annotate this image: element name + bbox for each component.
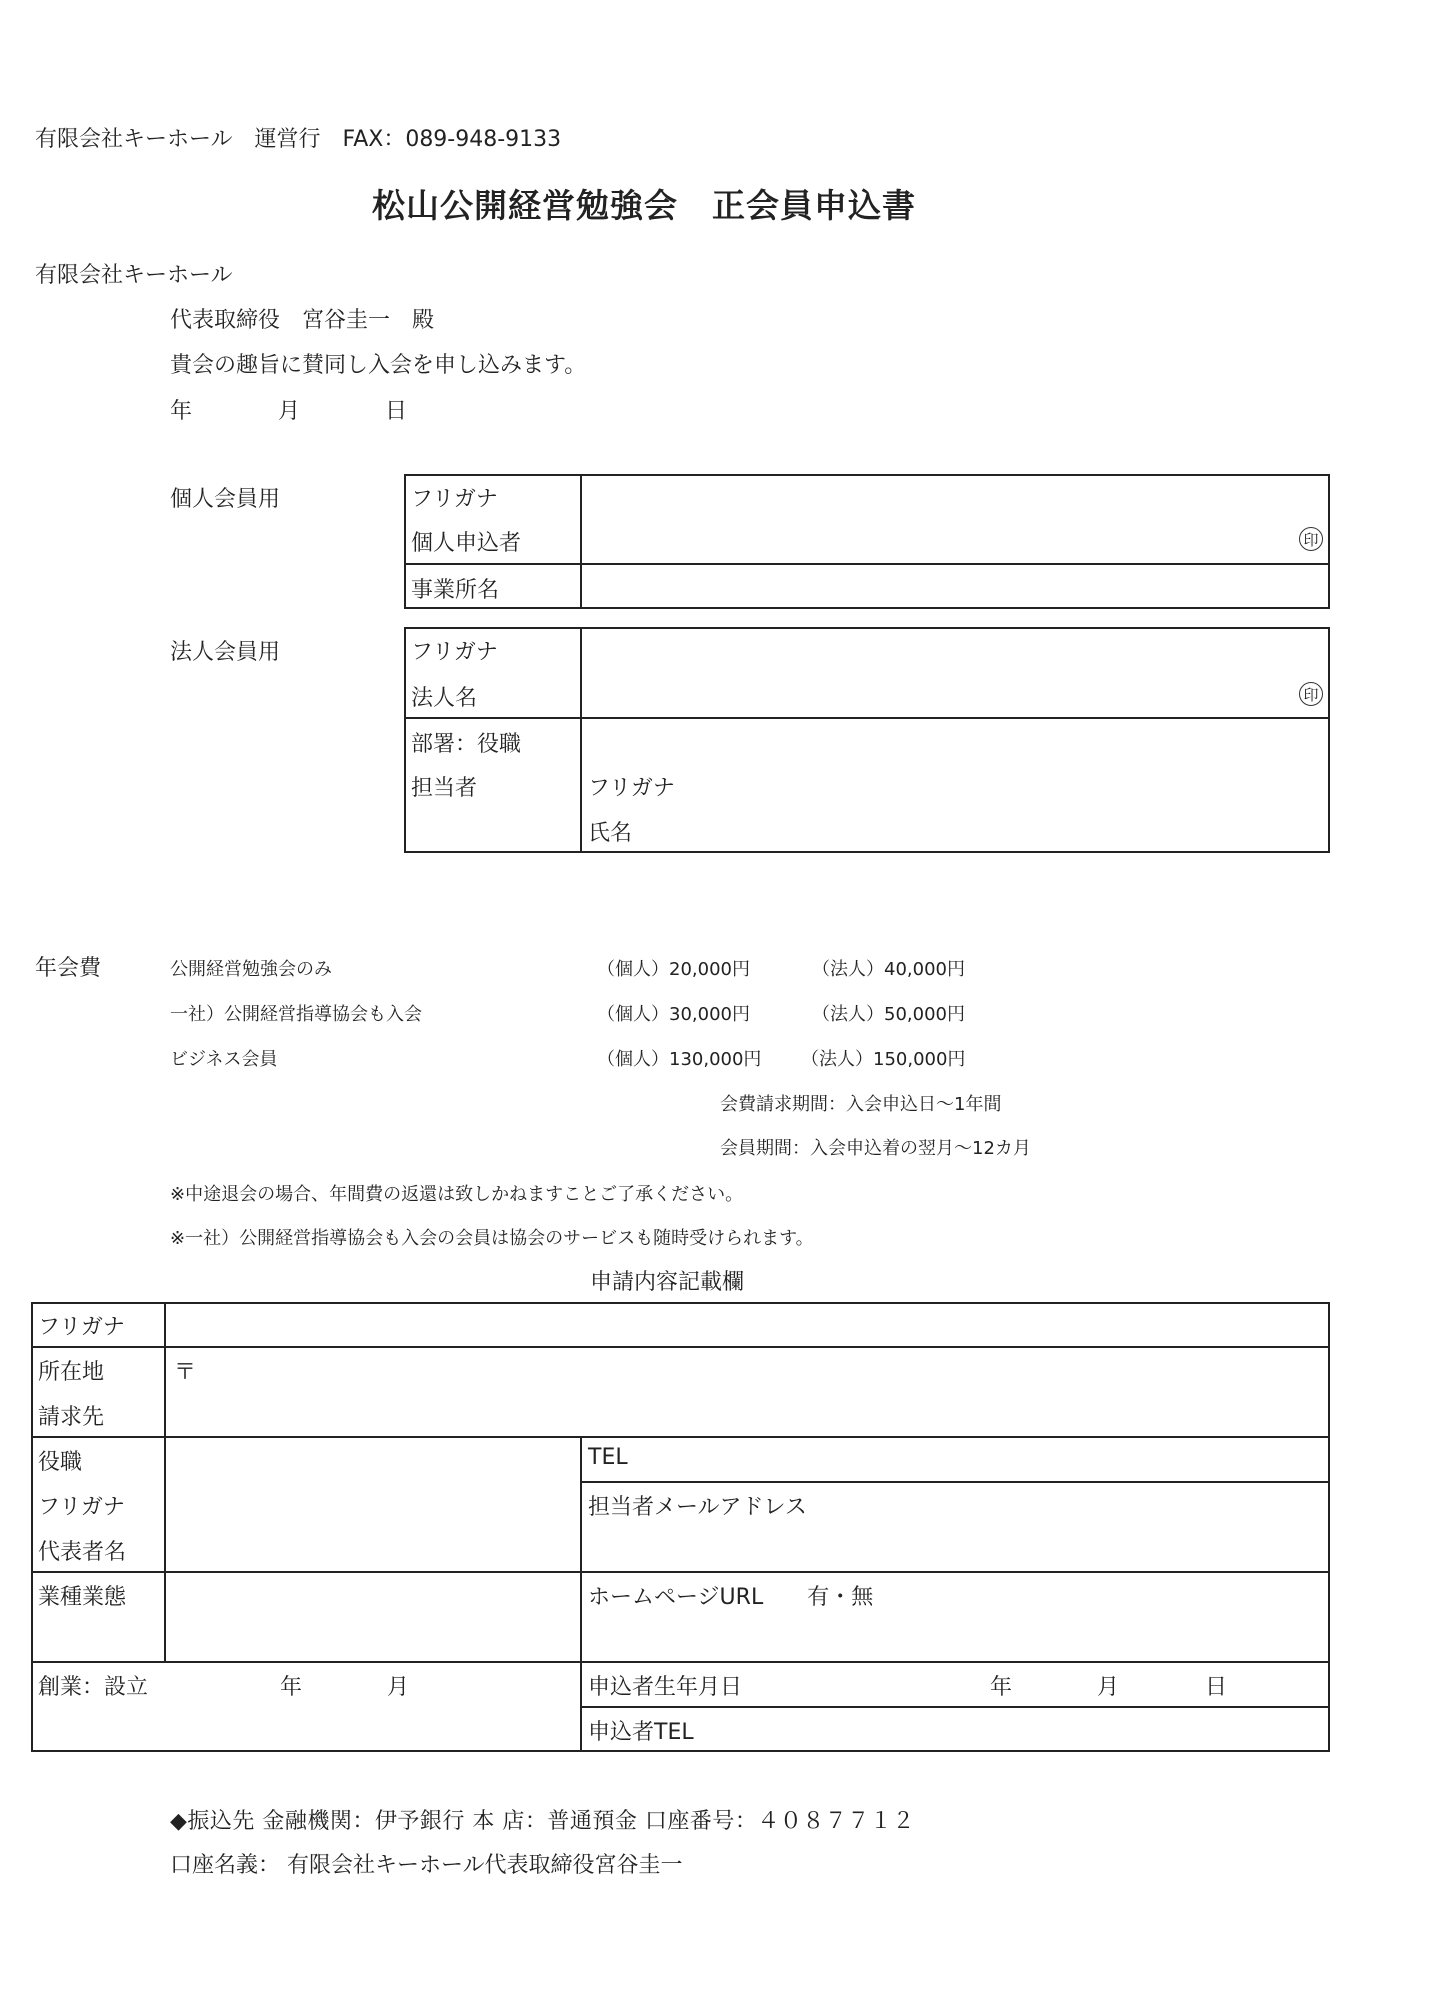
app-row-line <box>580 1481 1330 1483</box>
app-billing-label: 請求先 <box>38 1405 105 1430</box>
app-furigana-label: フリガナ <box>38 1315 125 1340</box>
annual-fee-label: 年会費 <box>35 956 102 981</box>
app-tel-field[interactable] <box>660 1440 1326 1478</box>
app-rep-furigana-label: フリガナ <box>38 1495 125 1520</box>
app-founded-year: 年 <box>280 1675 303 1700</box>
app-applicant-tel-label: 申込者TEL <box>588 1720 694 1745</box>
application-statement: 貴会の趣旨に賛同し入会を申し込みます。 <box>170 353 587 378</box>
refund-note: ※中途退会の場合、年間費の返還は致しかねますことご了承ください。 <box>170 1184 744 1205</box>
corporate-dept-label: 部署：役職 <box>411 732 522 757</box>
billing-period: 会費請求期間：入会申込日～1年間 <box>720 1094 1002 1115</box>
app-furigana-field[interactable] <box>168 1305 1326 1343</box>
app-label-divider <box>164 1302 166 1661</box>
app-position-label: 役職 <box>38 1450 83 1475</box>
individual-furigana-label: フリガナ <box>411 487 498 512</box>
app-industry-field[interactable] <box>168 1575 576 1658</box>
fee-plan-name: ビジネス会員 <box>170 1049 278 1070</box>
association-note: ※一社）公開経営指導協会も入会の会員は協会のサービスも随時受けられます。 <box>170 1228 814 1249</box>
fee-plan-name: 公開経営勉強会のみ <box>170 959 332 980</box>
app-row-line <box>31 1436 1330 1438</box>
app-rep-name-label: 代表者名 <box>38 1540 127 1565</box>
app-representative-field[interactable] <box>168 1440 576 1568</box>
app-tel-label: TEL <box>588 1445 628 1470</box>
addressee-representative: 代表取締役 宮谷圭一 殿 <box>170 308 435 333</box>
fee-corporate: （法人）40,000円 <box>812 959 965 980</box>
app-row-line <box>31 1571 1330 1573</box>
seal-mark-icon: 印 <box>1299 527 1323 551</box>
corporate-name-field[interactable] <box>585 631 1285 713</box>
individual-office-label: 事業所名 <box>411 578 500 603</box>
app-column-divider <box>580 1436 582 1752</box>
fax-recipient-line: 有限会社キーホール 運営行 FAX：089-948-9133 <box>35 127 562 152</box>
page-title: 松山公開経営勉強会 正会員申込書 <box>372 186 916 225</box>
seal-mark-icon: 印 <box>1299 682 1323 706</box>
individual-table-row-line <box>404 563 1330 565</box>
date-month-label: 月 <box>278 399 301 424</box>
individual-office-field[interactable] <box>585 568 1325 606</box>
individual-section-label: 個人会員用 <box>170 487 281 512</box>
app-birth-day: 日 <box>1205 1675 1228 1700</box>
app-row-line <box>580 1706 1330 1708</box>
corporate-contact-label: 担当者 <box>411 776 478 801</box>
bank-transfer-info: ◆振込先 金融機関：伊予銀行 本 店：普通預金 口座番号：４０８７７１２ <box>170 1809 915 1834</box>
app-founded-label: 創業：設立 <box>38 1675 149 1700</box>
addressee-company: 有限会社キーホール <box>35 263 233 288</box>
corporate-contact-field[interactable] <box>700 722 1325 848</box>
individual-table-divider <box>580 474 582 609</box>
app-homepage-label: ホームページURL 有・無 <box>588 1585 874 1610</box>
app-birth-year: 年 <box>990 1675 1013 1700</box>
corporate-name-label: 法人名 <box>411 686 478 711</box>
app-row-line <box>31 1661 1330 1663</box>
app-industry-label: 業種業態 <box>38 1585 127 1610</box>
date-day-label: 日 <box>385 399 408 424</box>
corporate-table-row-line <box>404 717 1330 719</box>
app-birth-month: 月 <box>1097 1675 1120 1700</box>
fee-individual: （個人）30,000円 <box>597 1004 750 1025</box>
corporate-table-divider <box>580 627 582 853</box>
fee-corporate: （法人）150,000円 <box>801 1049 966 1070</box>
corporate-section-label: 法人会員用 <box>170 640 281 665</box>
app-founded-month: 月 <box>387 1675 410 1700</box>
app-applicant-tel-field[interactable] <box>728 1710 1326 1748</box>
fee-corporate: （法人）50,000円 <box>812 1004 965 1025</box>
date-year-label: 年 <box>170 399 193 424</box>
app-email-label: 担当者メールアドレス <box>588 1495 807 1520</box>
fee-individual: （個人）130,000円 <box>597 1049 762 1070</box>
app-row-line <box>31 1346 1330 1348</box>
fee-plan-name: 一社）公開経営指導協会も入会 <box>170 1004 422 1025</box>
corporate-furigana-label: フリガナ <box>411 640 498 665</box>
app-address-field[interactable] <box>200 1350 1326 1433</box>
app-email-field[interactable] <box>584 1520 1326 1568</box>
app-birth-label: 申込者生年月日 <box>588 1675 743 1700</box>
app-location-label: 所在地 <box>38 1360 105 1385</box>
bank-account-holder: 口座名義： 有限会社キーホール代表取締役宮谷圭一 <box>170 1853 683 1878</box>
membership-period: 会員期間：入会申込着の翌月～12カ月 <box>720 1138 1031 1159</box>
contact-name-label: 氏名 <box>588 821 633 846</box>
fee-individual: （個人）20,000円 <box>597 959 750 980</box>
individual-name-field[interactable] <box>585 478 1285 558</box>
contact-furigana-label: フリガナ <box>588 776 675 801</box>
postal-mark: 〒 <box>174 1360 197 1385</box>
individual-applicant-label: 個人申込者 <box>411 531 522 556</box>
app-homepage-field[interactable] <box>584 1610 1326 1658</box>
application-heading: 申請内容記載欄 <box>590 1270 745 1295</box>
